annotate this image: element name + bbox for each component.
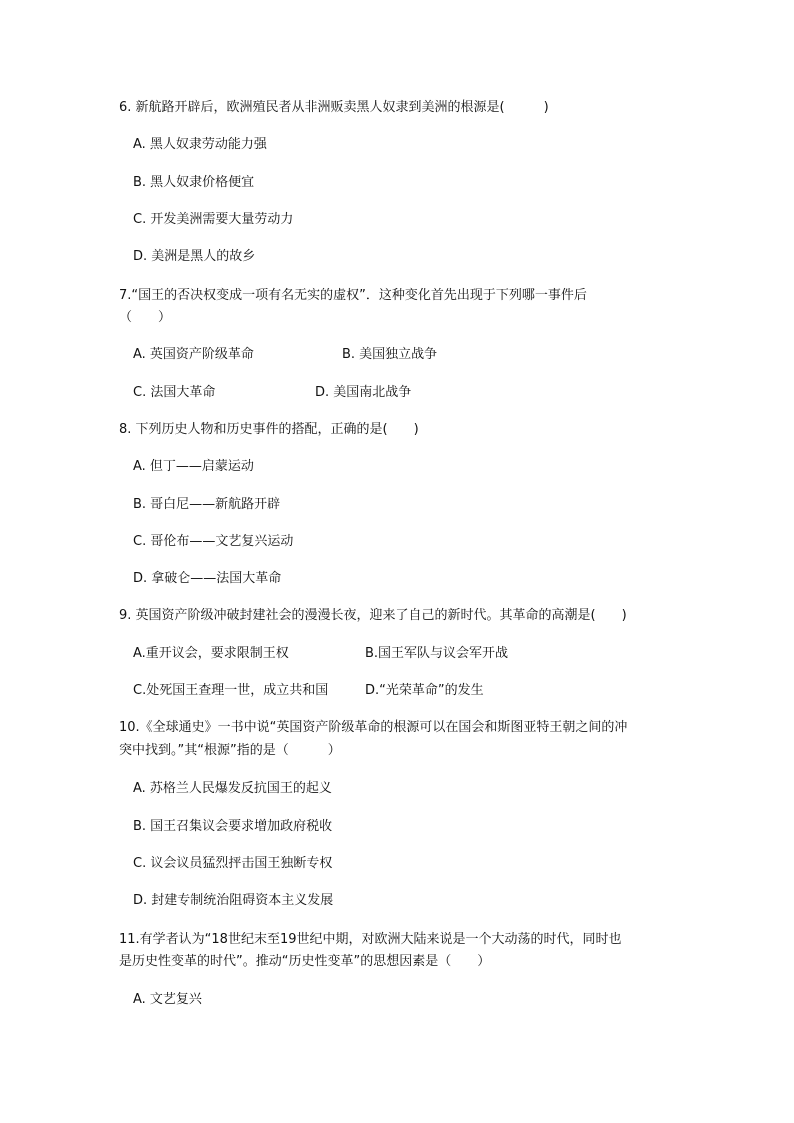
- question-6-option-c: C. 开发美洲需要大量劳动力: [133, 212, 294, 227]
- question-7-stem-line2: （ ）: [119, 310, 172, 325]
- question-10-option-b: B. 国王召集议会要求增加政府税收: [133, 819, 333, 834]
- question-7-option-a: A. 英国资产阶级革命: [133, 347, 254, 362]
- question-11-option-a: A. 文艺复兴: [133, 992, 202, 1007]
- question-8-stem: 8. 下列历史人物和历史事件的搭配，正确的是( ): [119, 422, 419, 437]
- question-8-option-a: A. 但丁——启蒙运动: [133, 459, 254, 474]
- question-8-option-d: D. 拿破仑——法国大革命: [133, 571, 282, 586]
- question-11-stem-line1: 11.有学者认为“18世纪末至19世纪中期，对欧洲大陆来说是一个大动荡的时代，同时也: [119, 932, 622, 947]
- question-7-option-b: B. 美国独立战争: [342, 347, 438, 362]
- question-6-option-a: A. 黑人奴隶劳动能力强: [133, 137, 267, 152]
- question-7-stem-line1: 7.“国王的否决权变成一项有名无实的虚权”．这种变化首先出现于下列哪一事件后: [119, 288, 587, 303]
- question-10-option-a: A. 苏格兰人民爆发反抗国王的起义: [133, 781, 332, 796]
- question-7-option-d: D. 美国南北战争: [315, 385, 412, 400]
- question-11-stem-line2: 是历史性变革的时代”。推动“历史性变革”的思想因素是（ ）: [119, 954, 491, 969]
- question-10-option-c: C. 议会议员猛烈抨击国王独断专权: [133, 856, 333, 871]
- question-6-option-b: B. 黑人奴隶价格便宜: [133, 175, 255, 190]
- question-6-stem: 6. 新航路开辟后，欧洲殖民者从非洲贩卖黑人奴隶到美洲的根源是( ): [119, 100, 549, 115]
- question-10-option-d: D. 封建专制统治阻碍资本主义发展: [133, 893, 334, 908]
- question-9-option-a: A.重开议会，要求限制王权: [133, 646, 289, 661]
- question-8-option-c: C. 哥伦布——文艺复兴运动: [133, 534, 294, 549]
- question-9-option-b: B.国王军队与议会军开战: [365, 646, 509, 661]
- question-7-option-c: C. 法国大革命: [133, 385, 216, 400]
- question-10-stem-line1: 10.《全球通史》一书中说“英国资产阶级革命的根源可以在国会和斯图亚特王朝之间的冲: [119, 720, 628, 735]
- question-6-option-d: D. 美洲是黑人的故乡: [133, 249, 256, 264]
- question-9-option-c: C.处死国王查理一世，成立共和国: [133, 683, 329, 698]
- question-9-stem: 9. 英国资产阶级冲破封建社会的漫漫长夜，迎来了自己的新时代。其革命的高潮是( ): [119, 608, 627, 623]
- question-8-option-b: B. 哥白尼——新航路开辟: [133, 497, 281, 512]
- question-10-stem-line2: 突中找到。”其“根源”指的是（ ）: [119, 743, 341, 758]
- question-9-option-d: D.“光荣革命”的发生: [365, 683, 484, 698]
